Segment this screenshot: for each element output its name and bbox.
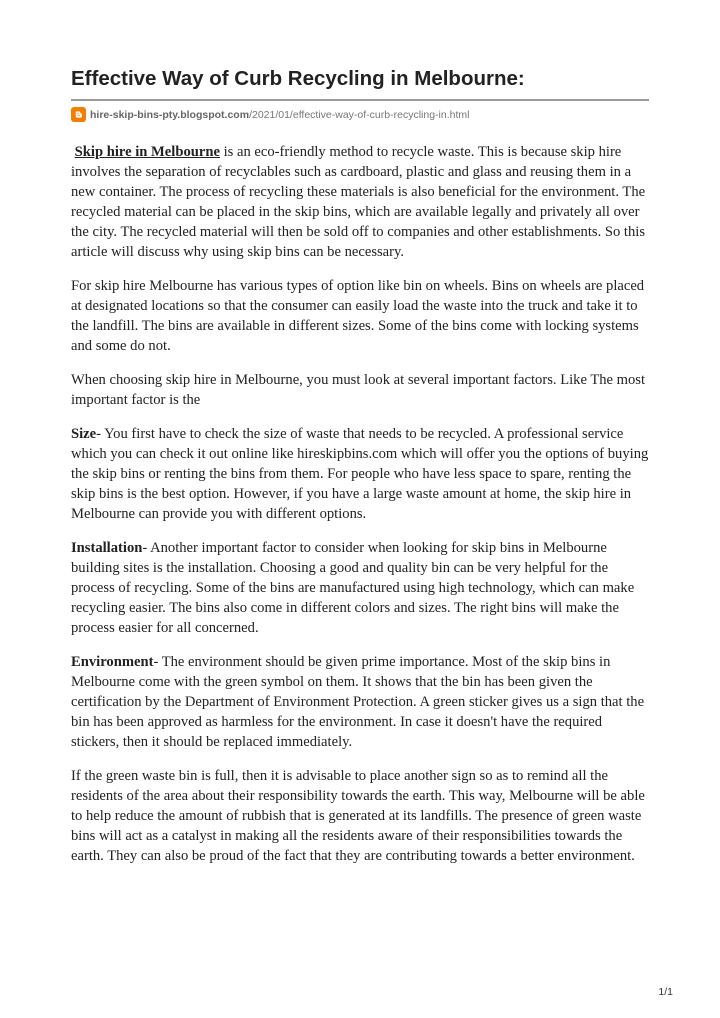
source-url[interactable]	[71, 107, 649, 122]
source-path: /2021/01/effective-way-of-curb-recycling-in.html	[249, 108, 470, 121]
article-body	[71, 142, 649, 866]
paragraph-intro	[71, 142, 649, 262]
paragraph-factors: When choosing skip hire in Melbourne, you must look at several important factors. Like The most important factor is the	[71, 372, 646, 408]
paragraph-conclusion: If the green waste bin is full, then it is advisable to place another sign so as to remind all the residents of the area about their responsibility towards the earth. This way, Melbourne will be able to help reduce the amount of rubbish that is generated at its landfills. The presence of green waste bins will act as a catalyst in making all the residents aware of their responsibilities towards the earth. They can also be proud of the fact that they are contributing towards a better environment.	[71, 768, 645, 864]
size-text: - You first have to check the size of waste that needs to be recycled. A professional service which you can check it out online like hireskipbins.com which will offer you the options of buying the skip bins or renting the bins from them. For people who have less space to spare, renting the skip bins is the best option. However, if you have a large waste amount at home, the skip hire in Melbourne can provide you with different options.	[71, 426, 649, 522]
paragraph-environment	[71, 652, 649, 752]
title-divider	[71, 99, 649, 101]
installation-term: Installation	[71, 540, 143, 556]
size-term: Size	[71, 426, 97, 442]
skip-hire-link[interactable]: Skip hire in Melbourne	[74, 144, 220, 160]
paragraph-intro-text: is an eco-friendly method to recycle waste. This is because skip hire involves the separation of recyclables such as cardboard, plastic and glass and reusing them in a new container. The process of recycling these materials is also beneficial for the environment. The recycled material can be placed in the skip bins, which are available legally and privately all over the city. The recycled material will then be sold off to companies and other establishments. So this article will discuss why using skip bins can be necessary.	[71, 144, 646, 260]
paragraph-bin-types: For skip hire Melbourne has various types of option like bin on wheels. Bins on wheels are placed at designated locations so that the consumer can easily load the waste into the truck and take it to the landfill. The bins are available in different sizes. Some of the bins come with locking systems and some do not.	[71, 278, 645, 354]
source-domain: hire-skip-bins-pty.blogspot.com	[90, 108, 250, 121]
environment-term: Environment	[71, 654, 154, 670]
document-page	[71, 66, 649, 880]
environment-text: - The environment should be given prime importance. Most of the skip bins in Melbourne come with the green symbol on them. It shows that the bin has been given the certification by the Department of Environment Protection. A green sticker gives us a sign that the bin has been approved as harmless for the environment. In case it doesn't have the required stickers, then it should be replaced immediately.	[71, 654, 645, 750]
paragraph-installation	[71, 538, 649, 638]
installation-text: - Another important factor to consider when looking for skip bins in Melbourne building sites is the installation. Choosing a good and quality bin can be very helpful for the process of recycling. Some of the bins are manufactured using high technology, which can make recycling easier. The bins also come in different colors and sizes. The right bins will make the process easier for all concerned.	[71, 540, 635, 636]
page-title: Effective Way of Curb Recycling in Melbourne:	[71, 67, 525, 90]
page-number: 1/1	[658, 986, 673, 998]
blogger-icon	[71, 107, 86, 122]
paragraph-size	[71, 424, 649, 524]
